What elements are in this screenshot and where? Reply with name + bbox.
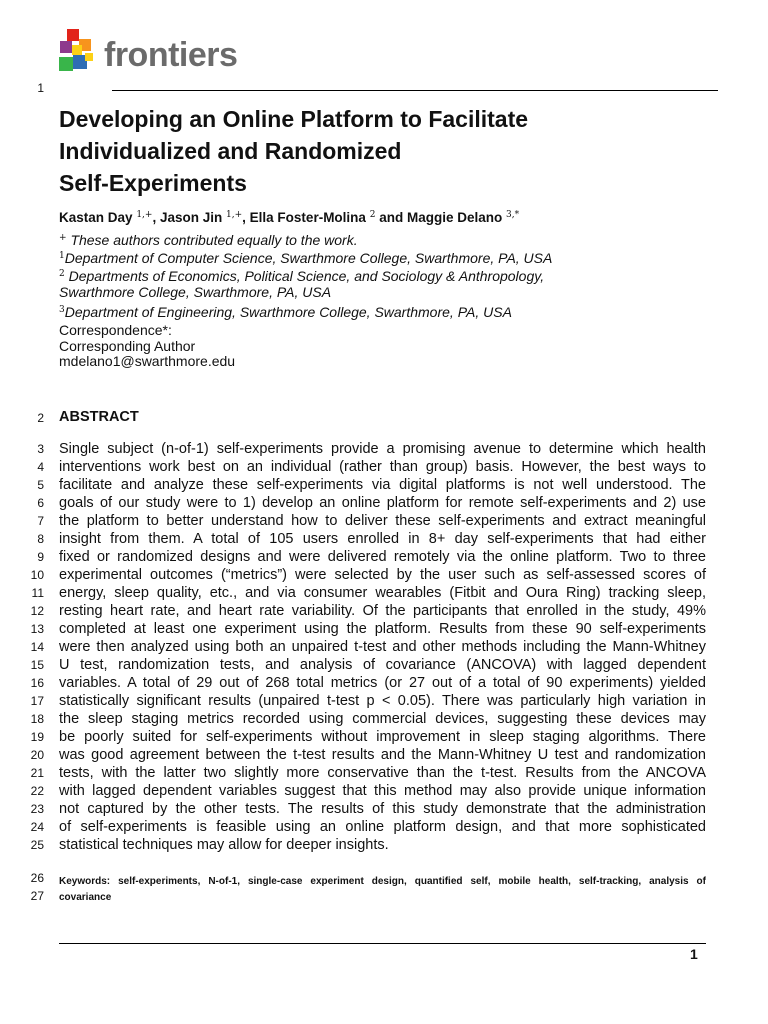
abstract-heading: ABSTRACT <box>59 409 139 425</box>
abstract-line: interventions work best on an individual (rather than group) basis. However, the best ways to <box>59 459 706 475</box>
affiliation-text: Departments of Economics, Political Science, and Sociology & Anthropology, <box>68 268 545 284</box>
line-number: 25 <box>30 838 44 852</box>
line-number: 26 <box>30 871 44 885</box>
author-affiliation-mark: 1,+ <box>226 210 243 220</box>
affiliation-text: Department of Engineering, Swarthmore College, Swarthmore, PA, USA <box>64 304 512 320</box>
abstract-line: U test, randomization tests, and analysis of covariance (ANCOVA) with lagged dependent <box>59 657 706 673</box>
abstract-line: variables. A total of 29 out of 268 total metrics (or 27 out of a total of 90 experiments) yielded <box>59 675 706 691</box>
line-number: 15 <box>30 658 44 672</box>
abstract-line: not captured by the other tests. The results of this study demonstrate that the administration <box>59 801 706 817</box>
title-line: Individualized and Randomized <box>59 138 402 164</box>
affiliation-2 <box>59 265 719 285</box>
line-number: 4 <box>37 460 44 474</box>
abstract-line: the platform to better understand how to deliver these self-experiments and extract meaningful <box>59 513 706 529</box>
line-number: 1 <box>37 81 44 95</box>
abstract-line: statistically significant results (unpaired t-test p < 0.05). There was particularly high variation in <box>59 693 706 709</box>
abstract-line: the sleep staging metrics recorded using commercial devices, suggesting these devices may <box>59 711 706 727</box>
line-number: 16 <box>30 676 44 690</box>
line-number: 5 <box>37 478 44 492</box>
line-number: 9 <box>37 550 44 564</box>
keywords-line: Keywords: self-experiments, N-of-1, single-case experiment design, quantified self, mobile health, self-tracking, analysis of <box>59 876 706 887</box>
author-name: Maggie Delano <box>406 210 503 225</box>
line-number: 8 <box>37 532 44 546</box>
line-number: 23 <box>30 802 44 816</box>
paper-title <box>59 103 679 199</box>
keywords-line: covariance <box>59 892 112 903</box>
line-number: 6 <box>37 496 44 510</box>
author-name: Kastan Day <box>59 210 133 225</box>
author-list <box>59 205 719 228</box>
correspondence-label: Correspondence*: <box>59 322 172 338</box>
line-number: 22 <box>30 784 44 798</box>
note-mark: + <box>59 233 67 243</box>
affiliation-3 <box>59 301 719 321</box>
line-number: 14 <box>30 640 44 654</box>
title-line: Developing an Online Platform to Facilitate <box>59 106 529 132</box>
affiliation-2-cont <box>59 283 719 301</box>
affiliation-mark: 3 <box>59 305 65 315</box>
abstract-line: were then analyzed using both an unpaired t-test and other methods including the Mann-Whitney <box>59 639 706 655</box>
footer-rule <box>59 943 706 944</box>
line-number: 27 <box>30 889 44 903</box>
abstract-line: energy, sleep quality, etc., and via consumer wearables (Fitbit and Oura Ring) tracking sleep, <box>59 585 706 601</box>
line-number: 21 <box>30 766 44 780</box>
frontiers-logo-icon <box>57 27 103 79</box>
abstract-line: Single subject (n-of-1) self-experiments provide a promising avenue to determine which health <box>59 441 706 457</box>
affiliation-1 <box>59 247 719 267</box>
header-rule <box>112 90 718 91</box>
line-number: 19 <box>30 730 44 744</box>
abstract-line: with lagged dependent variables suggest that this method may also provide unique information <box>59 783 706 799</box>
affiliation-mark: 2 <box>59 269 65 279</box>
author-name: Ella Foster-Molina <box>249 210 366 225</box>
author-name: Jason Jin <box>159 210 223 225</box>
line-number: 2 <box>37 411 44 425</box>
author-affiliation-mark: 2 <box>369 210 376 220</box>
correspondence-role: Corresponding Author <box>59 337 196 354</box>
affiliation-text: Swarthmore College, Swarthmore, PA, USA <box>59 284 332 300</box>
author-separator: , <box>152 210 160 225</box>
abstract-line: resting heart rate, and heart rate variability. Of the participants that enrolled in the study, 49% <box>59 603 706 619</box>
author-affiliation-mark: 1,+ <box>136 210 153 220</box>
line-number: 10 <box>30 568 44 582</box>
affiliation-text: Department of Computer Science, Swarthmore College, Swarthmore, PA, USA <box>64 250 553 266</box>
abstract-line: completed at least one experiment using the platform. Results from these 90 self-experiments <box>59 621 706 637</box>
affiliation-mark: 1 <box>59 251 65 261</box>
author-separator: , <box>242 210 250 225</box>
page-number: 1 <box>690 946 698 962</box>
line-number: 18 <box>30 712 44 726</box>
abstract-line: facilitate and analyze these self-experiments via digital platforms is not well understood. The <box>59 477 706 493</box>
line-number: 11 <box>31 586 44 600</box>
author-affiliation-mark: 3,* <box>506 210 520 220</box>
abstract-line: was good agreement between the t-test results and the Mann-Whitney U test and randomization <box>59 747 706 763</box>
abstract-line: insight from them. A total of 105 users enrolled in 8+ day self-experiments that had either <box>59 531 706 547</box>
line-number: 20 <box>30 748 44 762</box>
line-number: 17 <box>30 694 44 708</box>
abstract-line: experimental outcomes (“metrics”) were selected by the user such as self-assessed scores of <box>59 567 706 583</box>
journal-name: frontiers <box>104 36 238 74</box>
title-line: Self-Experiments <box>59 170 247 196</box>
journal-logo <box>57 27 257 79</box>
author-separator: and <box>375 210 407 225</box>
abstract-line: fixed or randomized designs and were delivered remotely via the online platform. Two to three <box>59 549 706 565</box>
equal-contribution-note <box>59 229 719 249</box>
abstract-line: goals of our study were to 1) develop an online platform for remote self-experiments and 2) use <box>59 495 706 511</box>
note-text: These authors contributed equally to the work. <box>70 232 358 248</box>
correspondence-block <box>59 323 235 370</box>
line-number: 24 <box>30 820 44 834</box>
line-number: 13 <box>30 622 44 636</box>
correspondence-email[interactable]: mdelano1@swarthmore.edu <box>59 353 236 369</box>
line-number: 12 <box>30 604 44 618</box>
abstract-line: of self-experiments is feasible using an online platform design, and that more sophisticated <box>59 819 706 835</box>
line-number: 3 <box>37 442 44 456</box>
abstract-line: statistical techniques may allow for deeper insights. <box>59 837 389 853</box>
line-number: 7 <box>37 514 44 528</box>
abstract-line: tests, with the latter two slightly more conservative than the t-test. Results from the ANCOVA <box>59 765 706 781</box>
abstract-line: be poorly suited for self-experiments without improvement in sleep staging algorithms. There <box>59 729 706 745</box>
